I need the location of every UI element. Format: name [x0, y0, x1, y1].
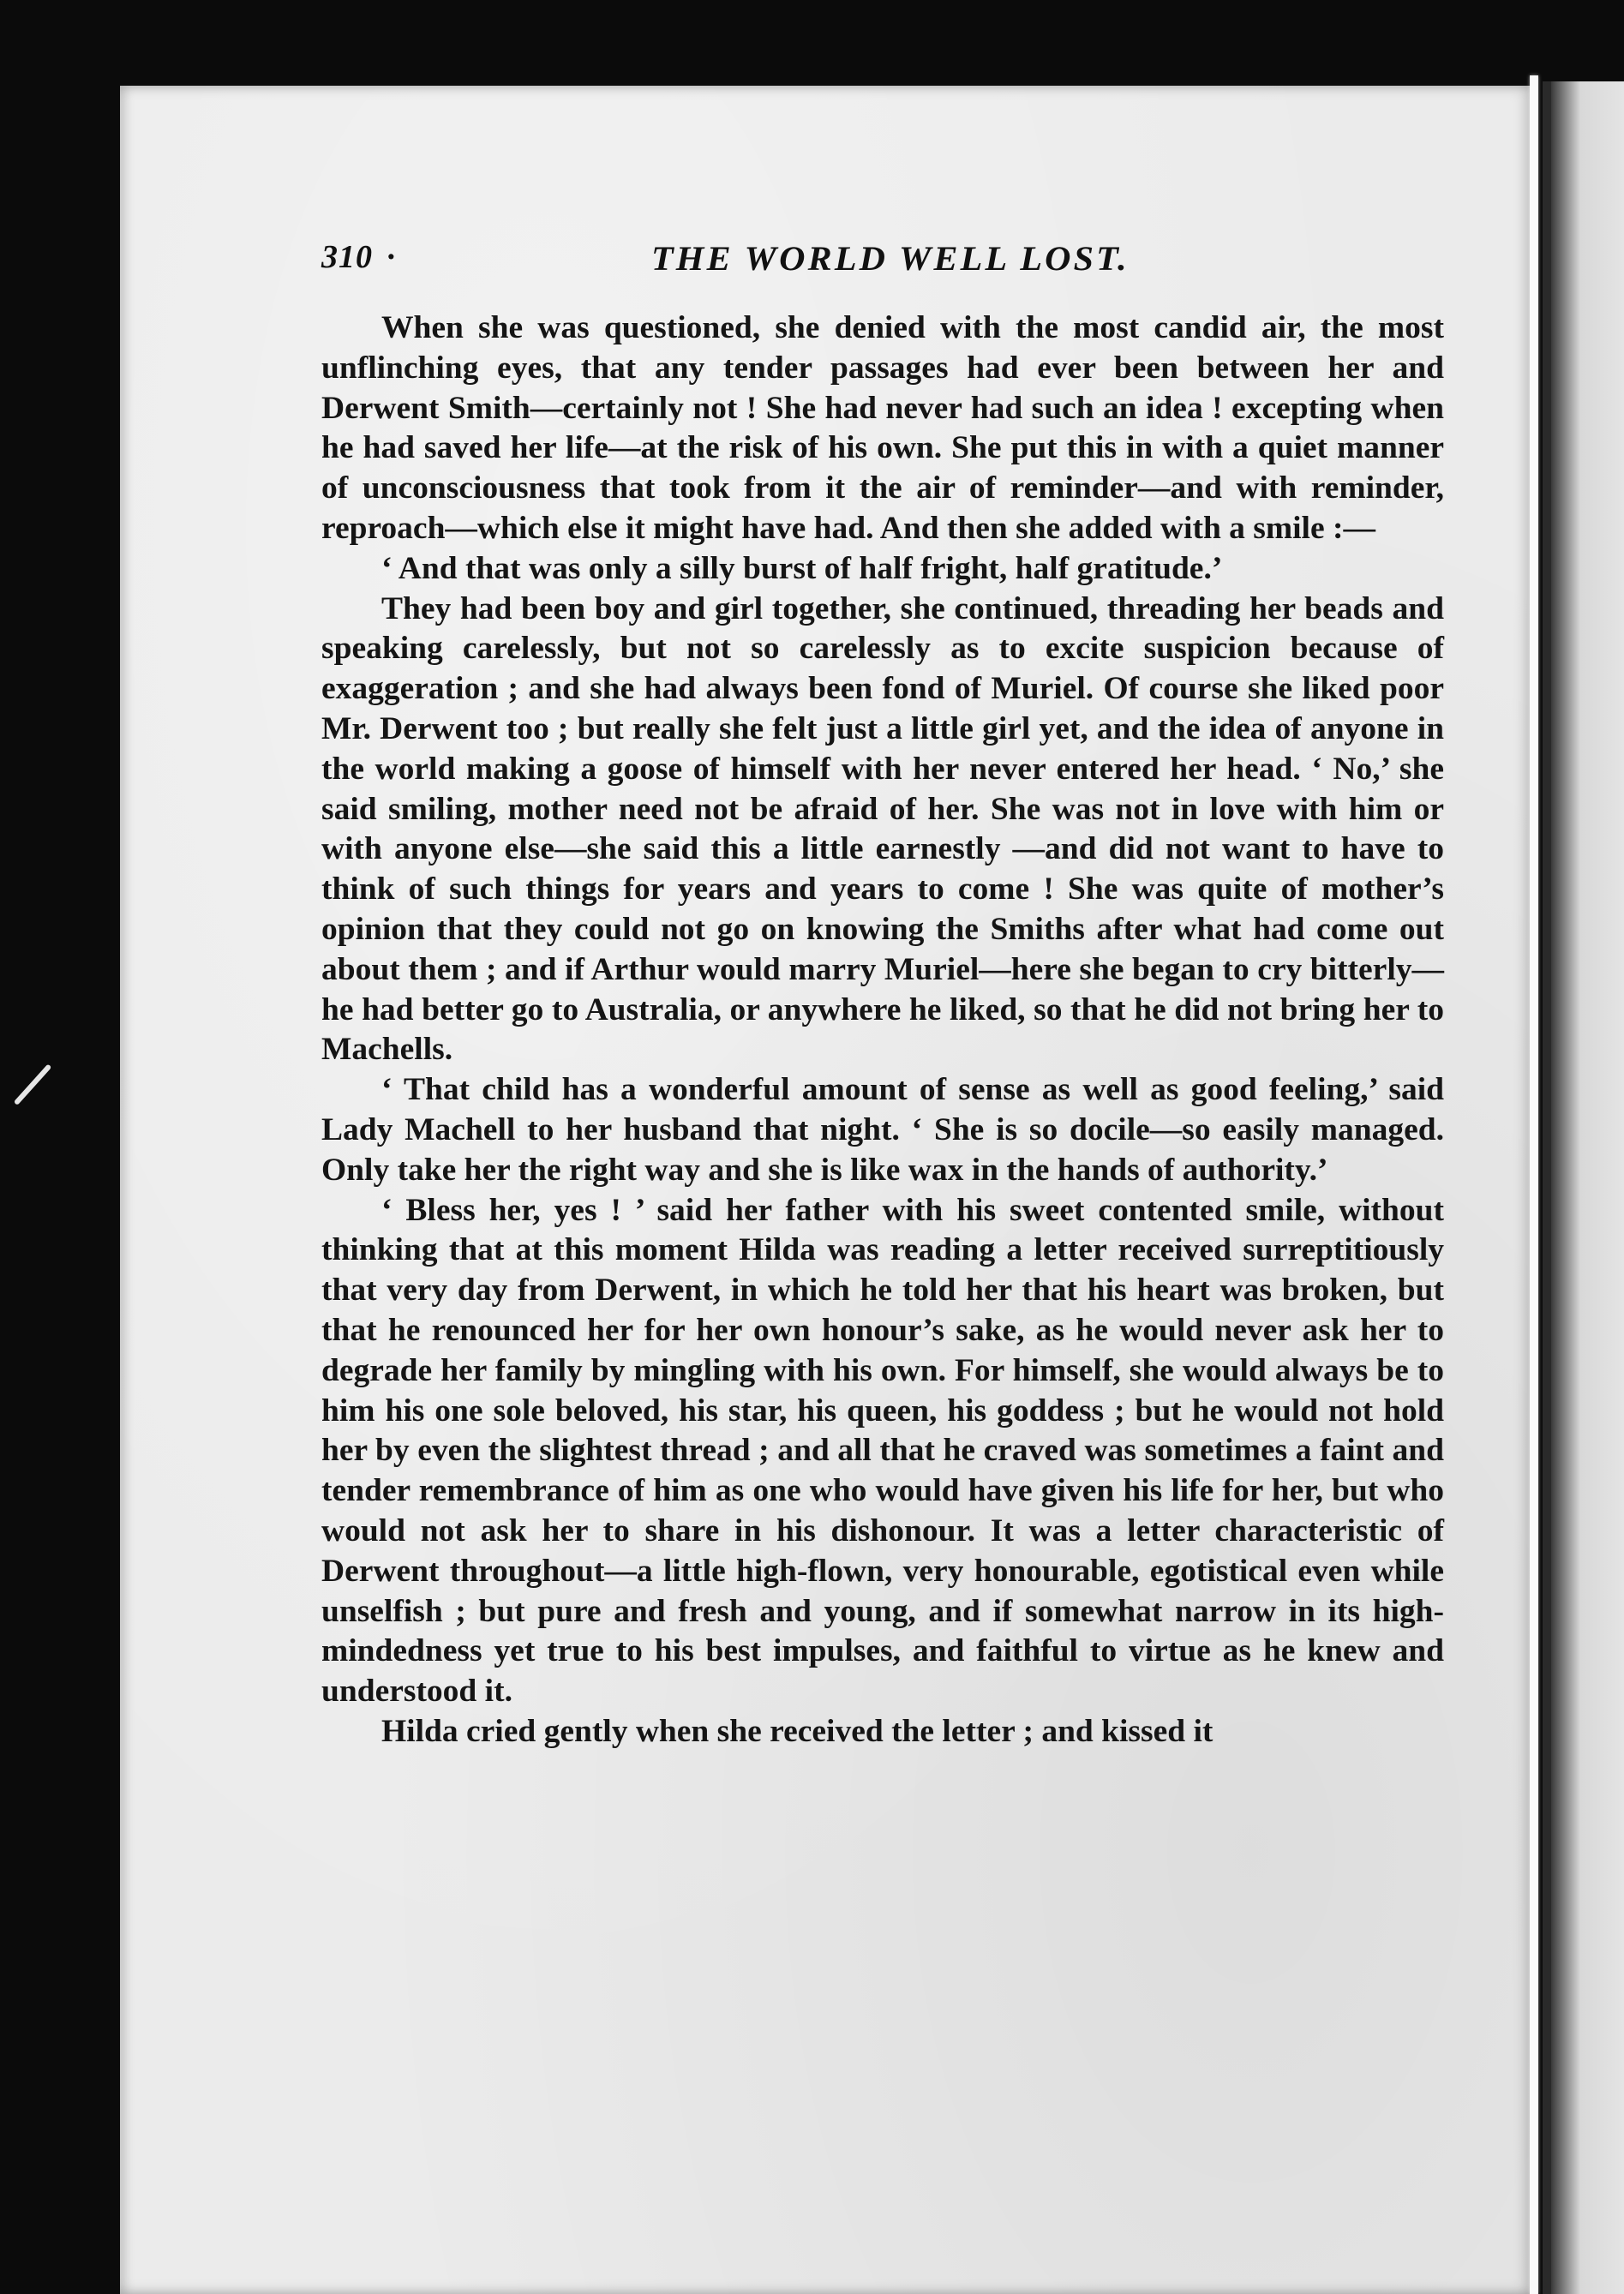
page-number: 310 — [321, 239, 373, 275]
body-text — [321, 308, 1444, 1752]
paragraph: When she was questioned, she denied with the most candid air, the most unflinching eyes, that any tender passages had ever been between her and Derwent Smith—certainly not ! She had never had such an idea ! excepting when he had saved her life—at the risk of his own. She put this in with a quiet manner of unconsciousness that took from it the air of reminder—and with reminder, reproach—which else it might have had. And then she added with a smile :— — [321, 310, 1444, 546]
paragraph: ‘ That child has a wonderful amount of sense as well as good feeling,’ said Lady Machell to her husband that night. ‘ She is so docile—so easily managed. Only take her the right way and she is like wax in the hands of authority.’ — [321, 1072, 1444, 1188]
next-page-strip — [1543, 81, 1624, 2294]
paragraph: They had been boy and girl together, she continued, threading her beads and speaking carelessly, but not so carelessly as to excite suspicion because of exaggeration ; and she had always been fond of Muriel. Of course she liked poor Mr. Derwent too ; but really she felt just a little girl yet, and the idea of anyone in the world making a goose of himself with her never entered her head. ‘ No,’ she said smiling, mother need not be afraid of her. She was not in love with him or with anyone else—she said this a little earnestly —and did not want to have to think of such things for years and years to come ! She was quite of mother’s opinion that they could not go on knowing the Smiths after what had come out about them ; and if Arthur would marry Muriel—here she began to cry bitterly—he had better go to Australia, or anywhere he liked, so that he did not bring her to Machells. — [321, 590, 1444, 1068]
scan-mark — [14, 1063, 52, 1105]
page-edge — [1530, 75, 1538, 2294]
running-head — [321, 238, 1444, 290]
folio-separator: · — [386, 239, 397, 275]
paragraph: ‘ Bless her, yes ! ’ said her father with his sweet contented smile, without thinking that at this moment Hilda was reading a letter received surreptitiously that very day from Derwent, in which he told her that his heart was broken, but that he renounced her for her own honour’s sake, as he would never ask her to degrade her family by mingling with his own. For himself, she would always be to him his one sole beloved, his star, his queen, his goddess ; but he would not hold her by even the slightest thread ; and all that he craved was sometimes a faint and tender remembrance of him as one who would have given his life for her, but who would not ask her to share in his dishonour. It was a letter characteristic of Derwent throughout—a little high-flown, very honourable, egotistical even while unselfish ; but pure and fresh and young, and if somewhat narrow in its high-mindedness yet true to his best impulses, and faithful to virtue as he knew and understood it. — [321, 1192, 1444, 1710]
paragraph: ‘ And that was only a silly burst of half fright, half gratitude.’ — [381, 550, 1223, 586]
paragraph: Hilda cried gently when she received the letter ; and kissed it — [381, 1713, 1214, 1749]
running-title: THE WORLD WELL LOST. — [651, 239, 1130, 278]
